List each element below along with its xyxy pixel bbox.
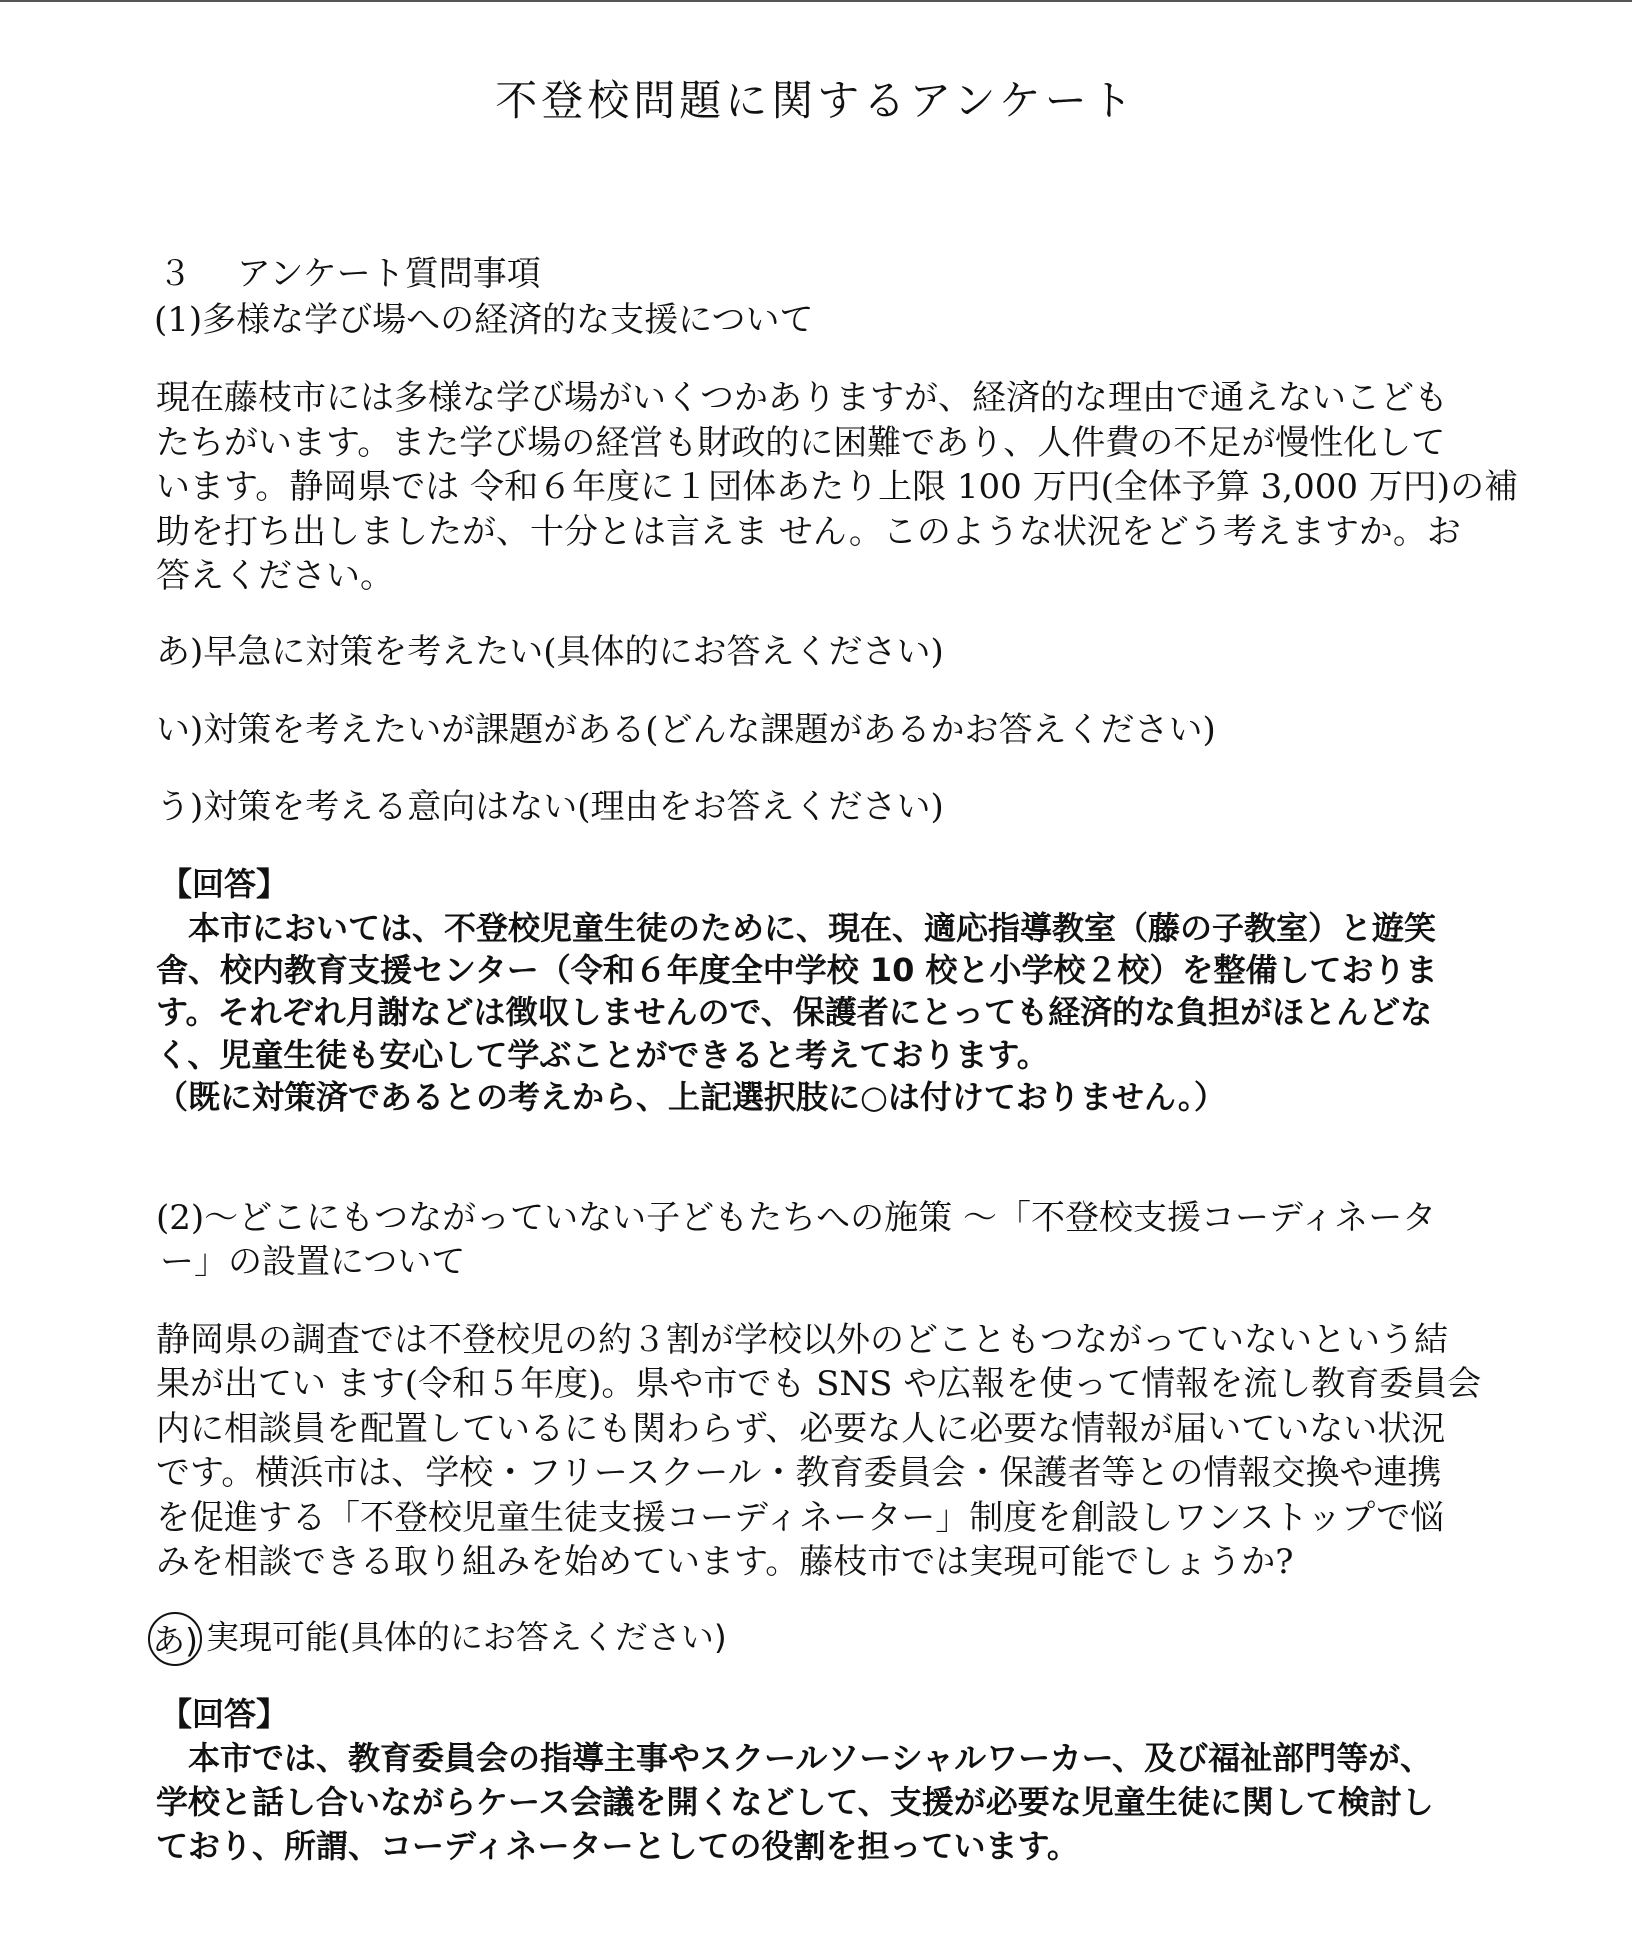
q2-answer-label: 【回答】 [160, 1695, 289, 1733]
q1-answer-label: 【回答】 [160, 865, 289, 903]
q1-choice-a: あ)早急に対策を考えたい(具体的にお答えください) [156, 632, 944, 672]
circled-choice-mark: あ) [148, 1612, 202, 1666]
section-heading: ３ アンケート質問事項 [158, 254, 541, 294]
q2-body-line: です。横浜市は、学校・フリースクール・教育委員会・保護者等との情報交換や連携 [156, 1453, 1442, 1493]
q2-heading-line: (2)～どこにもつながっていない子どもたちへの施策 ～「不登校支援コーディネータ [156, 1198, 1437, 1238]
q1-body-line: 現在藤枝市には多様な学び場がいくつかありますが、経済的な理由で通えないこども [156, 378, 1448, 418]
q2-heading-line: ー」の設置について [160, 1242, 466, 1282]
q1-body-line: 助を打ち出しましたが、十分とは言えま せん。このような状況をどう考えますか。お [156, 512, 1461, 552]
q2-body-line: 内に相談員を配置しているにも関わらず、必要な人に必要な情報が届いていない状況 [156, 1409, 1446, 1449]
q2-answer-line: 学校と話し合いながらケース会議を開くなどして、支援が必要な児童生徒に関して検討し [156, 1783, 1434, 1821]
q1-heading: (1)多様な学び場への経済的な支援について [154, 300, 814, 340]
q1-choice-u: う)対策を考える意向はない(理由をお答えください) [156, 787, 944, 827]
q2-selected-choice [148, 1612, 727, 1666]
q1-answer-line: 舎、校内教育支援センター（令和６年度全中学校 10 校と小学校２校）を整備しておりま [156, 951, 1438, 989]
q1-answer-line: す。それぞれ月謝などは徴収しませんので、保護者にとっても経済的な負担がほとんどな [156, 993, 1433, 1031]
q1-body-line: たちがいます。また学び場の経営も財政的に困難であり、人件費の不足が慢性化して [156, 423, 1446, 463]
q2-body-line: 果が出てい ます(令和５年度)。県や市でも SNS や広報を使って情報を流し教育委員会 [156, 1364, 1482, 1404]
q1-body-line: います。静岡県では 令和６年度に１団体あたり上限 100 万円(全体予算 3,000 万円)の補 [156, 467, 1519, 507]
q2-body-line: みを相談できる取り組みを始めています。藤枝市では実現可能でしょうか? [156, 1542, 1294, 1582]
q2-answer-line: 本市では、教育委員会の指導主事やスクールソーシャルワーカー、及び福祉部門等が、 [156, 1739, 1433, 1777]
q1-body-line: 答えください。 [156, 556, 394, 596]
q1-choice-i: い)対策を考えたいが課題がある(どんな課題があるかお答えください) [156, 710, 1216, 750]
q1-answer-line: 本市においては、不登校児童生徒のために、現在、適応指導教室（藤の子教室）と遊笑 [156, 909, 1437, 947]
q1-answer-note: （既に対策済であるとの考えから、上記選択肢に○は付けておりません。） [156, 1078, 1226, 1116]
q2-answer-line: ており、所謂、コーディネーターとしての役割を担っています。 [156, 1827, 1079, 1865]
page-top-border [0, 0, 1632, 2]
q2-body-line: を促進する「不登校児童生徒支援コーディネーター」制度を創設しワンストップで悩 [156, 1498, 1445, 1538]
q1-answer-line: く、児童生徒も安心して学ぶことができると考えております。 [156, 1036, 1049, 1074]
q2-body-line: 静岡県の調査では不登校児の約３割が学校以外のどこともつながっていないという結 [156, 1320, 1448, 1360]
q2-selected-choice-text: 実現可能(具体的にお答えください) [206, 1617, 727, 1657]
document-title: 不登校問題に関するアンケート [495, 76, 1137, 125]
